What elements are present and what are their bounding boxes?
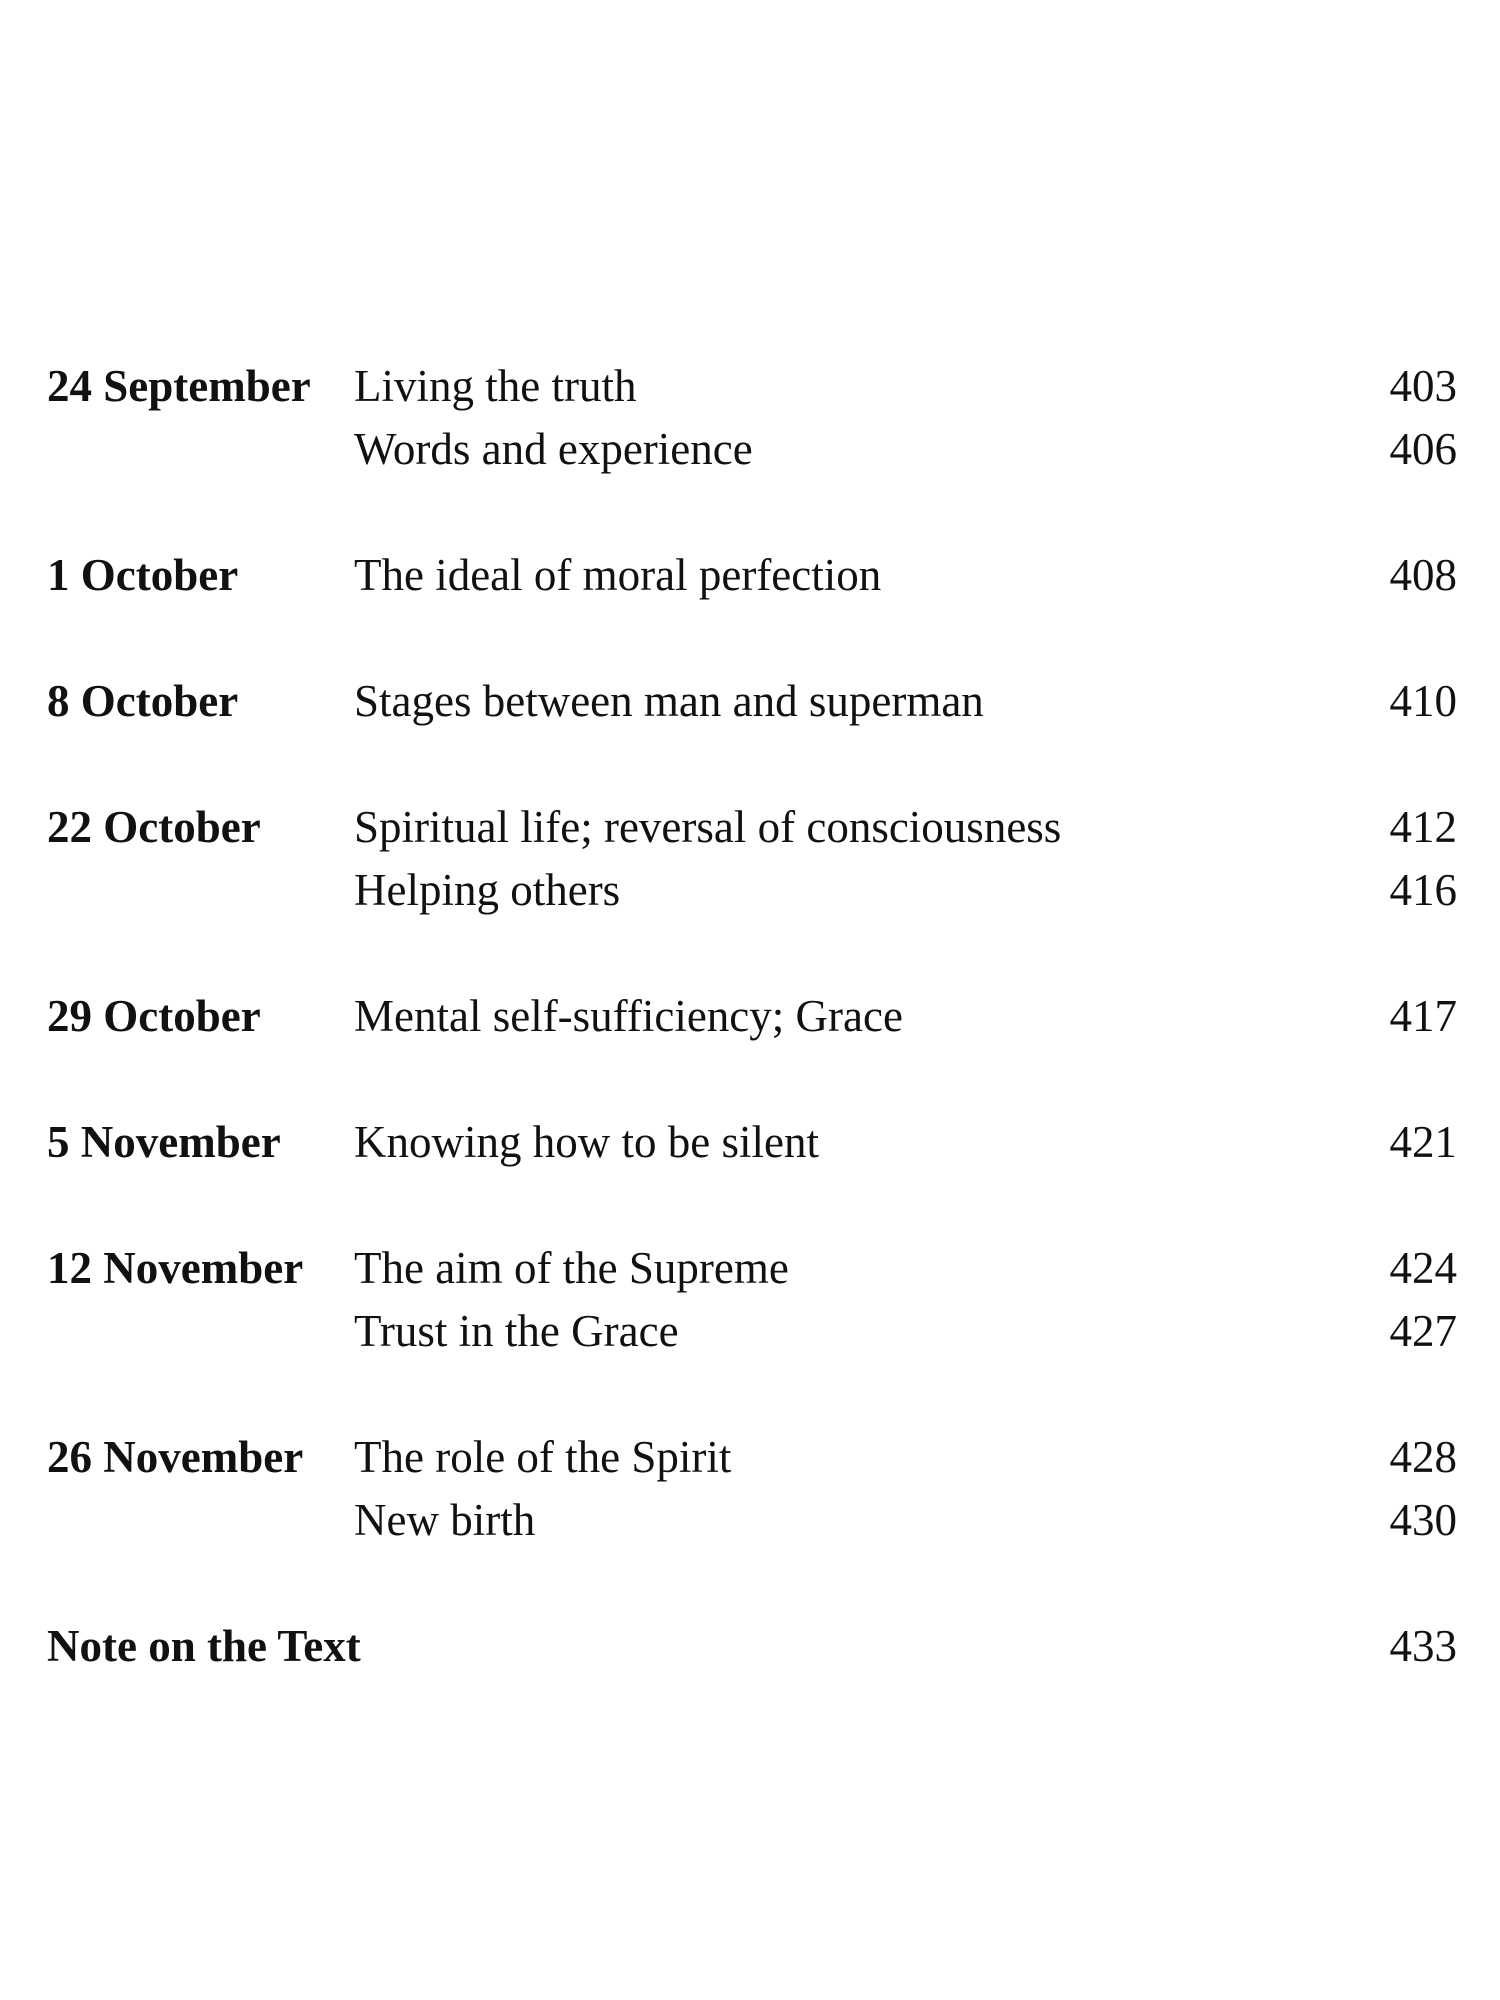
table-of-contents xyxy=(47,355,1457,1741)
entry-page-number: 427 xyxy=(1389,1306,1457,1356)
entry-title: Mental self-sufficiency; Grace xyxy=(354,991,903,1041)
toc-group-5-november xyxy=(47,1111,1457,1174)
entry-title: Spiritual life; reversal of consciousness xyxy=(354,802,1062,852)
entry-date: 24 September xyxy=(47,361,311,411)
toc-entry[interactable] xyxy=(47,1300,1457,1363)
entry-title: Stages between man and superman xyxy=(354,676,984,726)
entry-title: Knowing how to be silent xyxy=(354,1117,819,1167)
entry-title: The aim of the Supreme xyxy=(354,1243,789,1293)
note-title: Note on the Text xyxy=(47,1621,361,1671)
entry-title: New birth xyxy=(354,1495,536,1545)
entry-page-number: 417 xyxy=(1389,991,1457,1041)
toc-group-29-october xyxy=(47,985,1457,1048)
toc-entry[interactable] xyxy=(47,985,1457,1048)
toc-entry[interactable] xyxy=(47,355,1457,418)
entry-page-number: 410 xyxy=(1389,676,1457,726)
entry-title: Trust in the Grace xyxy=(354,1306,679,1356)
entry-title: Words and experience xyxy=(354,424,753,474)
toc-entry-note-on-text[interactable] xyxy=(47,1615,1457,1678)
toc-entry[interactable] xyxy=(47,859,1457,922)
entry-date: 8 October xyxy=(47,676,239,726)
entry-title: The role of the Spirit xyxy=(354,1432,732,1482)
toc-entry[interactable] xyxy=(47,1237,1457,1300)
toc-group-8-october xyxy=(47,670,1457,733)
entry-title: Living the truth xyxy=(354,361,637,411)
toc-entry[interactable] xyxy=(47,670,1457,733)
toc-entry[interactable] xyxy=(47,418,1457,481)
entry-page-number: 416 xyxy=(1389,865,1457,915)
entry-page-number: 403 xyxy=(1389,361,1457,411)
entry-page-number: 433 xyxy=(1389,1621,1457,1671)
entry-page-number: 424 xyxy=(1389,1243,1457,1293)
entry-page-number: 430 xyxy=(1389,1495,1457,1545)
toc-group-note xyxy=(47,1615,1457,1678)
entry-title: The ideal of moral perfection xyxy=(354,550,882,600)
entry-page-number: 421 xyxy=(1389,1117,1457,1167)
toc-group-24-september xyxy=(47,355,1457,481)
toc-entry[interactable] xyxy=(47,1489,1457,1552)
toc-entry[interactable] xyxy=(47,1426,1457,1489)
entry-date: 1 October xyxy=(47,550,239,600)
entry-date: 22 October xyxy=(47,802,261,852)
toc-entry[interactable] xyxy=(47,1111,1457,1174)
toc-group-1-october xyxy=(47,544,1457,607)
entry-page-number: 412 xyxy=(1389,802,1457,852)
toc-group-26-november xyxy=(47,1426,1457,1552)
entry-date: 26 November xyxy=(47,1432,304,1482)
entry-title: Helping others xyxy=(354,865,621,915)
entry-date: 12 November xyxy=(47,1243,304,1293)
toc-entry[interactable] xyxy=(47,796,1457,859)
entry-page-number: 408 xyxy=(1389,550,1457,600)
entry-date: 29 October xyxy=(47,991,261,1041)
toc-group-12-november xyxy=(47,1237,1457,1363)
entry-page-number: 428 xyxy=(1389,1432,1457,1482)
entry-page-number: 406 xyxy=(1389,424,1457,474)
entry-date: 5 November xyxy=(47,1117,281,1167)
toc-group-22-october xyxy=(47,796,1457,922)
toc-entry[interactable] xyxy=(47,544,1457,607)
